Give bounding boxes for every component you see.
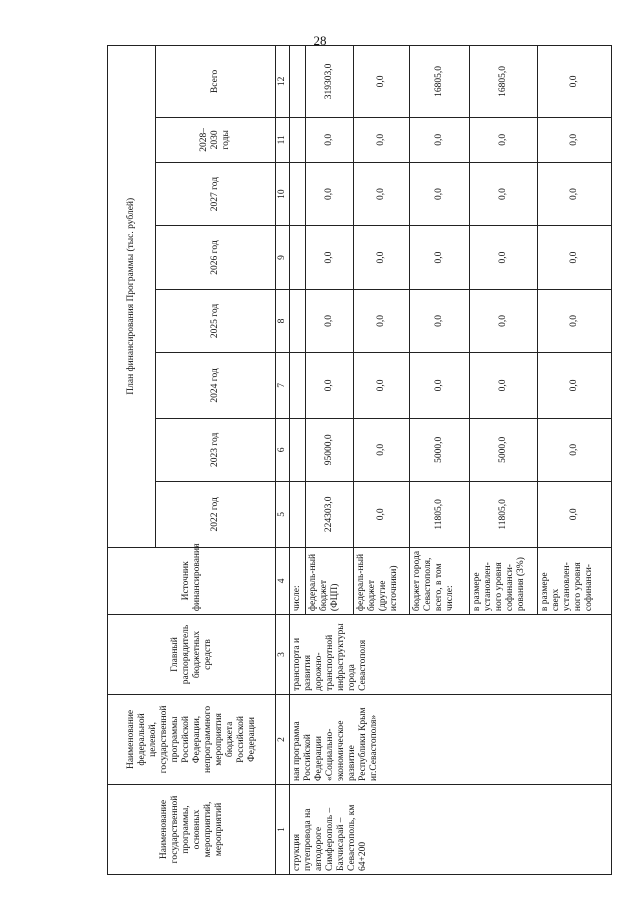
value-cell: 95000,0	[306, 418, 354, 481]
value-cell: 0,0	[354, 162, 410, 225]
column-number: 7	[276, 353, 290, 418]
value-cell: 0,0	[538, 482, 612, 547]
value-cell	[290, 353, 306, 418]
value-cell	[290, 418, 306, 481]
source-cell: бюджет города Севастополя, всего, в том числе:	[410, 547, 470, 615]
value-cell: 16805,0	[470, 46, 538, 118]
value-cell: 0,0	[470, 353, 538, 418]
value-cell	[290, 162, 306, 225]
value-cell: 0,0	[470, 289, 538, 352]
value-cell: 0,0	[538, 162, 612, 225]
federal-program-cell: ная программа Российской Федерации «Социально-экономическое развитие Республики Крым иг.Севастополя»	[290, 694, 612, 784]
source-cell: числе:	[290, 547, 306, 615]
value-cell	[290, 46, 306, 118]
value-cell: 5000,0	[410, 418, 470, 481]
column-number: 9	[276, 226, 290, 289]
page-number: 28	[313, 33, 327, 48]
header-year: 2026 год	[156, 226, 276, 289]
value-cell: 0,0	[306, 353, 354, 418]
column-number: 5	[276, 482, 290, 547]
header-year: 2024 год	[156, 353, 276, 418]
source-cell: в размере сверх установлен-ного уровня софинанси-	[538, 547, 612, 615]
value-cell: 0,0	[306, 226, 354, 289]
value-cell: 0,0	[354, 226, 410, 289]
value-cell: 0,0	[354, 418, 410, 481]
column-number: 2	[276, 694, 290, 784]
value-cell: 319303,0	[306, 46, 354, 118]
source-cell: федераль-ный бюджет (ФЦП)	[306, 547, 354, 615]
value-cell: 16805,0	[410, 46, 470, 118]
column-number: 1	[276, 784, 290, 874]
value-cell: 0,0	[410, 353, 470, 418]
header-program-name: Наименование государственной программы, основных мероприятий, мероприятий	[108, 784, 276, 874]
value-cell: 0,0	[538, 289, 612, 352]
header-budget-manager: Главный распорядитель бюджетных средств	[108, 615, 276, 695]
value-cell: 0,0	[410, 289, 470, 352]
value-cell: 0,0	[470, 226, 538, 289]
value-cell	[290, 117, 306, 162]
value-cell: 0,0	[410, 226, 470, 289]
header-year: 2028–2030 годы	[156, 117, 276, 162]
value-cell: 0,0	[470, 162, 538, 225]
value-cell	[290, 289, 306, 352]
header-year: 2025 год	[156, 289, 276, 352]
value-cell: 0,0	[306, 117, 354, 162]
value-cell: 0,0	[538, 418, 612, 481]
value-cell: 224303,0	[306, 482, 354, 547]
rotated-table-container	[107, 45, 610, 875]
value-cell: 0,0	[410, 162, 470, 225]
value-cell: 0,0	[538, 353, 612, 418]
financing-table	[107, 45, 612, 875]
value-cell: 0,0	[306, 289, 354, 352]
header-funding-source: Источник финансирования	[108, 547, 276, 615]
header-year: 2022 год	[156, 482, 276, 547]
column-number: 11	[276, 117, 290, 162]
source-cell: федераль-ный бюджет (другие источники)	[354, 547, 410, 615]
value-cell: 0,0	[538, 117, 612, 162]
value-cell	[290, 226, 306, 289]
header-total: Всего	[156, 46, 276, 118]
value-cell: 0,0	[354, 46, 410, 118]
program-name-cell: струкция путепровода на автодороге Симферополь – Бахчисарай – Севастополь, км 64+200	[290, 784, 612, 874]
budget-manager-cell: транспорта и развития дорожно-транспортной инфраструктуры города Севастополя	[290, 615, 612, 695]
value-cell: 0,0	[410, 117, 470, 162]
header-year: 2023 год	[156, 418, 276, 481]
value-cell: 0,0	[354, 117, 410, 162]
value-cell: 0,0	[306, 162, 354, 225]
value-cell: 0,0	[538, 226, 612, 289]
column-number: 12	[276, 46, 290, 118]
value-cell: 0,0	[538, 46, 612, 118]
header-year: 2027 год	[156, 162, 276, 225]
column-number: 6	[276, 418, 290, 481]
header-financing-plan: План финансирования Программы (тыс. рублей)	[108, 46, 156, 548]
value-cell: 5000,0	[470, 418, 538, 481]
value-cell: 0,0	[470, 117, 538, 162]
value-cell: 0,0	[354, 289, 410, 352]
column-number: 4	[276, 547, 290, 615]
source-cell: в размере установлен-ного уровня софинанси-рования (3%)	[470, 547, 538, 615]
value-cell	[290, 482, 306, 547]
header-federal-program: Наименование федеральной целевой, государственной программы Российской Федерации, непрограммного мероприятия бюджета Российской Федерации	[108, 694, 276, 784]
column-number: 8	[276, 289, 290, 352]
value-cell: 11805,0	[470, 482, 538, 547]
value-cell: 11805,0	[410, 482, 470, 547]
column-number: 10	[276, 162, 290, 225]
column-number: 3	[276, 615, 290, 695]
value-cell: 0,0	[354, 482, 410, 547]
value-cell: 0,0	[354, 353, 410, 418]
